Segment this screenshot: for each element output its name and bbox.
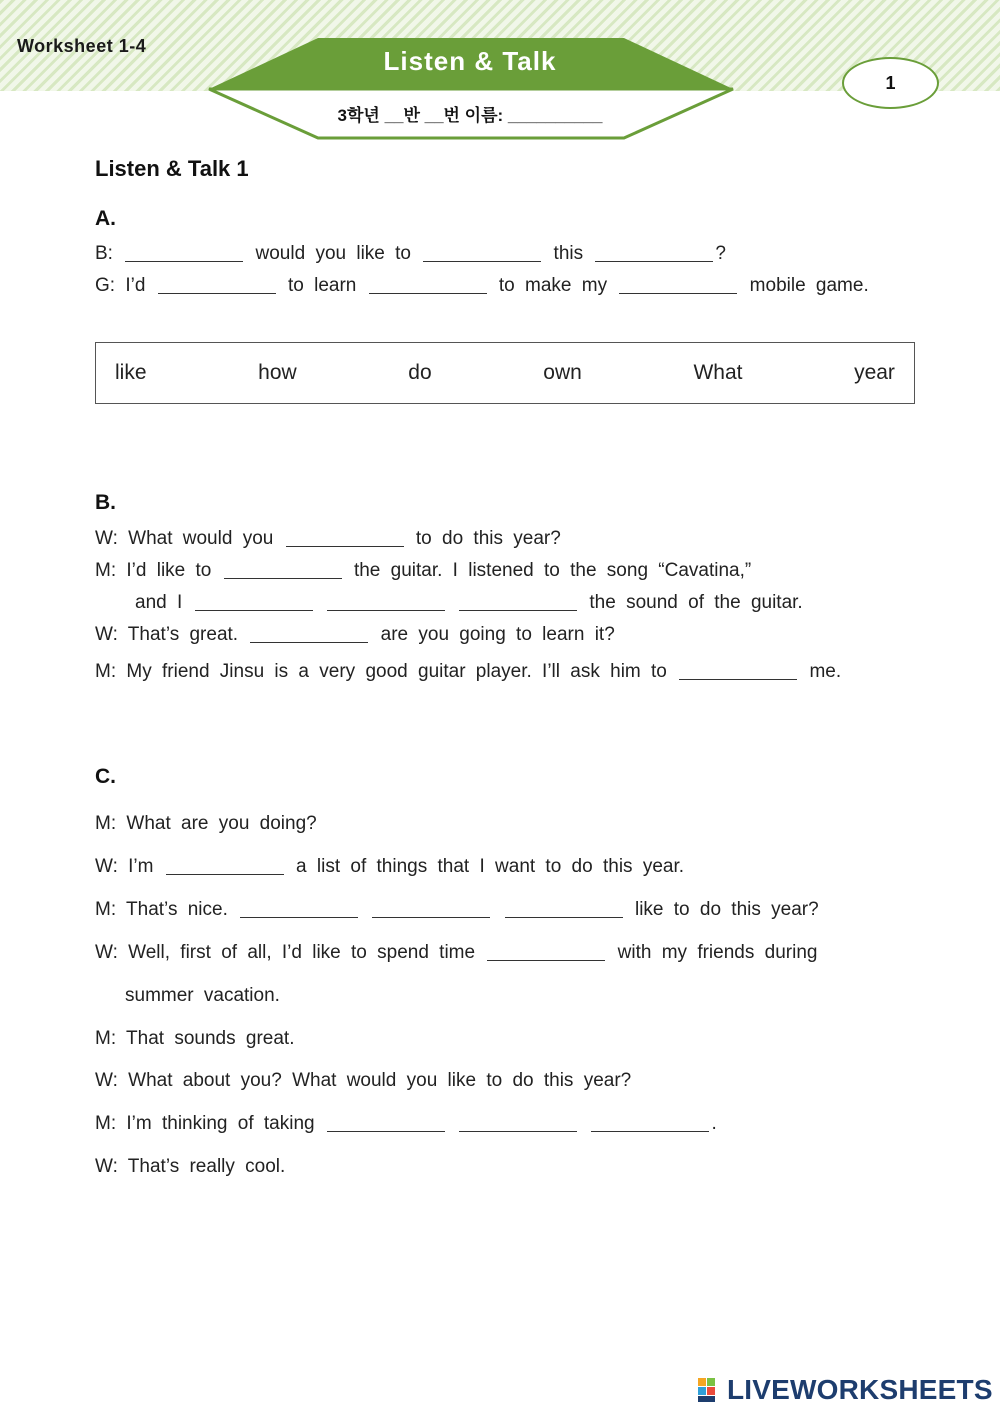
text-segment: the sound of the guitar. [589, 592, 803, 613]
text-segment: mobile game. [749, 275, 869, 296]
word-bank-item: What [693, 361, 743, 384]
text-segment: ? [715, 243, 726, 264]
part-c-line-5: summer vacation. [125, 985, 280, 1006]
part-b-line-3 [135, 592, 803, 614]
part-b-line-2 [95, 560, 751, 582]
part-c-heading: C. [95, 765, 116, 788]
part-b-line-1 [95, 528, 561, 550]
blank-field[interactable] [595, 260, 713, 262]
blank-field[interactable] [250, 641, 368, 643]
blank-field[interactable] [459, 1130, 577, 1132]
text-segment: W: Well, first of all, I’d like to spend time [95, 942, 476, 963]
text-segment: . [711, 1113, 717, 1134]
blank-field[interactable] [286, 545, 404, 547]
page-number-badge: 1 [842, 57, 939, 109]
part-c-line-6: M: That sounds great. [95, 1028, 295, 1049]
worksheet-title: Listen & Talk [383, 46, 557, 76]
part-a-heading: A. [95, 207, 116, 230]
blank-field[interactable] [619, 292, 737, 294]
part-b-line-4 [95, 624, 615, 646]
part-c-line-2 [95, 856, 684, 878]
part-c-line-3 [95, 899, 819, 921]
text-segment: would you like to [255, 243, 411, 264]
blank-field[interactable] [327, 609, 445, 611]
blank-field[interactable] [372, 916, 490, 918]
text-segment: W: What would you [95, 528, 274, 549]
worksheet-label: Worksheet 1-4 [17, 36, 147, 56]
blank-field[interactable] [327, 1130, 445, 1132]
blank-field[interactable] [679, 678, 797, 680]
text-segment: are you going to learn it? [380, 624, 615, 645]
word-bank-item: how [258, 361, 297, 384]
text-segment: to learn [287, 275, 357, 296]
text-segment: B: [95, 243, 113, 264]
word-bank-item: own [543, 361, 582, 384]
text-segment: M: My friend Jinsu is a very good guitar player. I’ll ask him to [95, 661, 667, 682]
part-a-line-2 [95, 275, 869, 297]
text-segment: M: That’s nice. [95, 899, 228, 920]
text-segment: with my friends during [617, 942, 818, 963]
text-segment: to make my [498, 275, 608, 296]
section-title: Listen & Talk 1 [95, 156, 249, 181]
part-c-line-1: M: What are you doing? [95, 813, 317, 834]
text-segment: a list of things that I want to do this year. [296, 856, 685, 877]
blank-field[interactable] [166, 873, 284, 875]
word-bank-item: do [408, 361, 432, 384]
blank-field[interactable] [240, 916, 358, 918]
word-bank-item: year [854, 361, 895, 384]
blank-field[interactable] [224, 577, 342, 579]
part-c-line-9: W: That’s really cool. [95, 1156, 286, 1177]
part-c-line-7: W: What about you? What would you like to do this year? [95, 1070, 632, 1091]
blank-field[interactable] [369, 292, 487, 294]
liveworksheets-logo-text: LIVEWORKSHEETS [727, 1374, 993, 1405]
liveworksheets-logo[interactable] [697, 1374, 993, 1406]
blank-field[interactable] [591, 1130, 709, 1132]
student-info-line: 3학년 __반 __번 이름: __________ [337, 106, 603, 125]
blank-field[interactable] [195, 609, 313, 611]
blank-field[interactable] [125, 260, 243, 262]
text-segment: M: I’d like to [95, 560, 212, 581]
text-segment: to do this year? [415, 528, 561, 549]
text-segment: W: I’m [95, 856, 154, 877]
text-segment: this [553, 243, 584, 264]
text-segment: me. [809, 661, 842, 682]
text-segment: G: I’d [95, 275, 146, 296]
liveworksheets-logo-icon [697, 1376, 725, 1404]
part-c-line-4 [95, 942, 817, 964]
text-segment: and I [135, 592, 183, 613]
part-b-heading: B. [95, 491, 116, 514]
part-b-line-5 [95, 661, 841, 683]
blank-field[interactable] [505, 916, 623, 918]
word-bank-item: like [115, 361, 147, 384]
part-a-line-1 [95, 243, 726, 265]
text-segment: the guitar. I listened to the song “Cavatina,” [353, 560, 752, 581]
blank-field[interactable] [487, 959, 605, 961]
blank-field[interactable] [158, 292, 276, 294]
word-bank [95, 342, 915, 404]
blank-field[interactable] [423, 260, 541, 262]
text-segment: W: That’s great. [95, 624, 239, 645]
text-segment: M: I’m thinking of taking [95, 1113, 315, 1134]
text-segment: like to do this year? [634, 899, 819, 920]
blank-field[interactable] [459, 609, 577, 611]
part-c-line-8 [95, 1113, 717, 1135]
